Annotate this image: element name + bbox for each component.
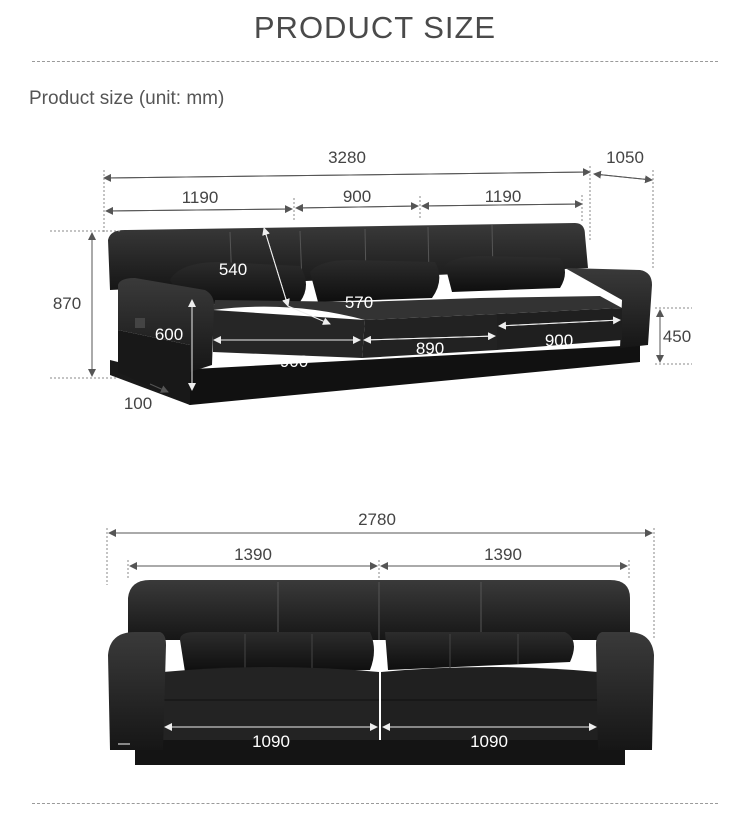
front-seat-left-label: 1090 xyxy=(252,732,290,751)
front-section-right-label: 1390 xyxy=(484,545,522,564)
seat-height-label: 450 xyxy=(662,327,692,346)
seat-left-width-label: 900 xyxy=(279,352,309,371)
arm-height-label: 600 xyxy=(154,325,184,344)
front-overall-width-label: 2780 xyxy=(358,510,396,529)
depth-label: 1050 xyxy=(606,148,644,167)
page-title: PRODUCT SIZE xyxy=(253,10,497,45)
unit-note: Product size (unit: mm) xyxy=(29,88,225,109)
section-right-label: 1190 xyxy=(484,187,522,206)
front-seat-right-label: 1090 xyxy=(470,732,508,751)
two-seat-sofa-image xyxy=(108,580,654,765)
section-middle-label: 900 xyxy=(342,187,372,206)
seat-right-width-label: 900 xyxy=(544,331,574,350)
seat-middle-width-label: 890 xyxy=(415,339,445,358)
section-left-label: 1190 xyxy=(181,188,219,207)
depth-seat-label: 570 xyxy=(344,293,374,312)
backrest-height-label: 540 xyxy=(218,260,248,279)
overall-width-label: 3280 xyxy=(328,148,366,167)
base-height-label: 100 xyxy=(123,394,153,413)
overall-height-label: 870 xyxy=(52,294,82,313)
front-section-left-label: 1390 xyxy=(234,545,272,564)
